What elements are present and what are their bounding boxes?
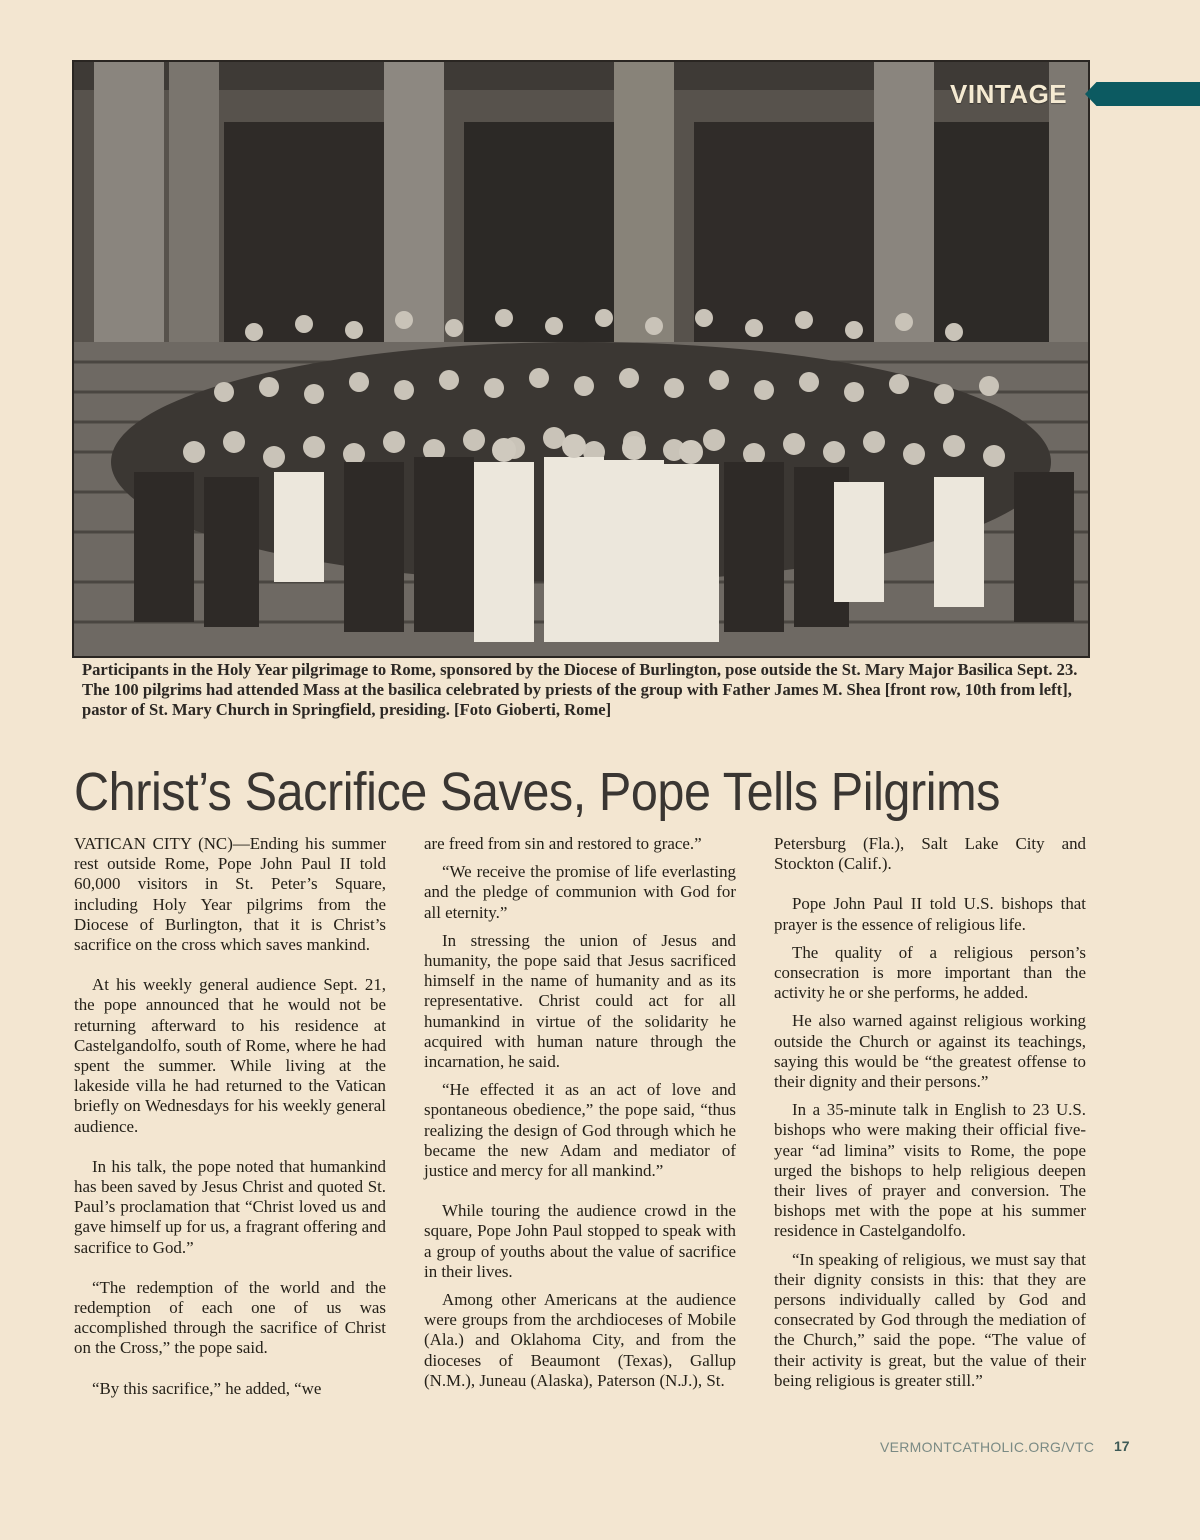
footer-url: VERMONTCATHOLIC.ORG/VTC	[880, 1439, 1095, 1455]
paragraph: In his talk, the pope noted that humankind has been saved by Jesus Christ and quoted St. Paul’s proclamation that “Christ loved us and gave himself up for us, a fragrant offering and sacrifice to God.”	[74, 1156, 386, 1257]
paragraph: In a 35-minute talk in English to 23 U.S. bishops who were making their official five-year “ad limina” visits to Rome, the pope urged the bishops to help religious deepen their lives of prayer and conversion. The bishops met with the pope at his summer residence in Castelgandolfo.	[774, 1100, 1086, 1241]
paragraph: “By this sacrifice,” he added, “we	[92, 1378, 322, 1398]
photo-caption: Participants in the Holy Year pilgrimage to Rome, sponsored by the Diocese of Burlington, pose outside the St. Mary Major Basilica Sept. 23. The 100 pilgrims had attended Mass at the basilica celebrated by priests of the group with Father James M. Shea [front row, 10th from left], pastor of St. Mary Church in Springfield, presiding. [Foto Gioberti, Rome]	[82, 660, 1078, 719]
section-tab-label: VINTAGE	[950, 79, 1068, 109]
page-number: 17	[1114, 1438, 1130, 1454]
paragraph: “We receive the promise of life everlasting and the pledge of communion with God for all eternity.”	[424, 862, 736, 922]
article-column-3	[774, 834, 1086, 1434]
paragraph: In stressing the union of Jesus and humanity, the pope said that Jesus sacrificed himself in the name of humanity and as its representative. Christ could act for all humankind in virtue of the solidarity he acquired with human nature through the incarnation, he said.	[424, 930, 736, 1072]
paragraph: While touring the audience crowd in the square, Pope John Paul stopped to speak with a group of youths about the value of sacrifice in their lives.	[424, 1201, 736, 1281]
paragraph: Pope John Paul II told U.S. bishops that prayer is the essence of religious life.	[774, 894, 1086, 934]
paragraph: He also warned against religious working outside the Church or against its teachings, saying this would be “the greatest offense to their dignity and their persons.”	[774, 1011, 1086, 1092]
paragraph: VATICAN CITY (NC)—Ending his summer rest outside Rome, Pope John Paul II told 60,000 visitors in St. Peter’s Square, including Holy Year pilgrims from the Diocese of Burlington, that it is Christ’s sacrifice on the cross which saves mankind.	[74, 834, 386, 955]
article-column-1	[74, 834, 386, 1434]
paragraph: Among other Americans at the audience were groups from the archdioceses of Mobile (Ala.) and Oklahoma City, and from the dioceses of Beaumont (Texas), Gallup (N.M.), Juneau (Alaska), Paterson (N.J.), St.	[424, 1290, 736, 1390]
paragraph: The quality of a religious person’s consecration is more important than the activity he or she performs, he added.	[774, 942, 1086, 1003]
article-headline: Christ’s Sacrifice Saves, Pope Tells Pilgrims	[74, 762, 1000, 822]
group-photo	[72, 60, 1090, 658]
paragraph: “In speaking of religious, we must say that their dignity consists in this: that they are persons individually called by God and consecrated by God through the mediation of the Church,” said the pope. “The value of their activity is great, but the value of their being religious is greater still.”	[774, 1249, 1086, 1390]
article-body	[74, 834, 1086, 1434]
paragraph: Petersburg (Fla.), Salt Lake City and Stockton (Calif.).	[774, 834, 1086, 874]
paragraph: “He effected it as an act of love and spontaneous obedience,” the pope said, “thus realizing the design of God through which he became the new Adam and mediator of justice and mercy for all mankind.”	[424, 1080, 736, 1181]
paragraph: At his weekly general audience Sept. 21, the pope announced that he would not be returning afterward to his residence at Castelgandolfo, south of Rome, where he had spent the summer. While living at the lakeside villa he had returned to the Vatican briefly on Wednesdays for his weekly general audience.	[74, 975, 386, 1136]
section-tab	[940, 78, 1200, 110]
paragraph: “The redemption of the world and the redemption of each one of us was accomplished through the sacrifice of Christ on the Cross,” the pope said.	[74, 1277, 386, 1358]
photo-illustration	[74, 62, 1088, 656]
paragraph: are freed from sin and restored to grace.”	[424, 834, 702, 853]
article-column-2	[424, 834, 736, 1434]
section-tab-arrow-icon	[1085, 82, 1200, 106]
